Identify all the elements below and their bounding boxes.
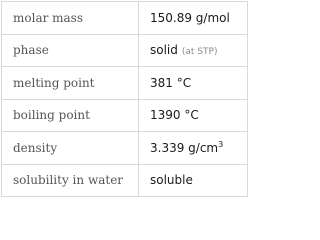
table-row-melting-point bbox=[2, 67, 248, 100]
table-row-molar-mass bbox=[2, 2, 248, 35]
row-label: melting point bbox=[2, 67, 139, 100]
table-row-phase bbox=[2, 34, 248, 67]
row-value: 3.339 g/cm bbox=[150, 140, 219, 155]
row-superscript: 3 bbox=[218, 139, 224, 149]
row-value-cell bbox=[139, 34, 248, 67]
row-note: (at STP) bbox=[181, 47, 218, 58]
row-label: density bbox=[2, 132, 139, 165]
row-label: phase bbox=[2, 34, 139, 67]
table-row-density bbox=[2, 132, 248, 165]
row-value: 381 °C bbox=[139, 67, 248, 100]
row-value: 150.89 g/mol bbox=[139, 2, 248, 35]
row-label: solubility in water bbox=[2, 164, 139, 197]
row-label: molar mass bbox=[2, 2, 139, 35]
row-value: solid bbox=[150, 43, 178, 58]
table-row-boiling-point bbox=[2, 99, 248, 132]
row-value: 1390 °C bbox=[139, 99, 248, 132]
properties-table bbox=[1, 1, 248, 197]
table-row-solubility bbox=[2, 164, 248, 197]
row-value: soluble bbox=[139, 164, 248, 197]
row-value-cell bbox=[139, 132, 248, 165]
row-label: boiling point bbox=[2, 99, 139, 132]
